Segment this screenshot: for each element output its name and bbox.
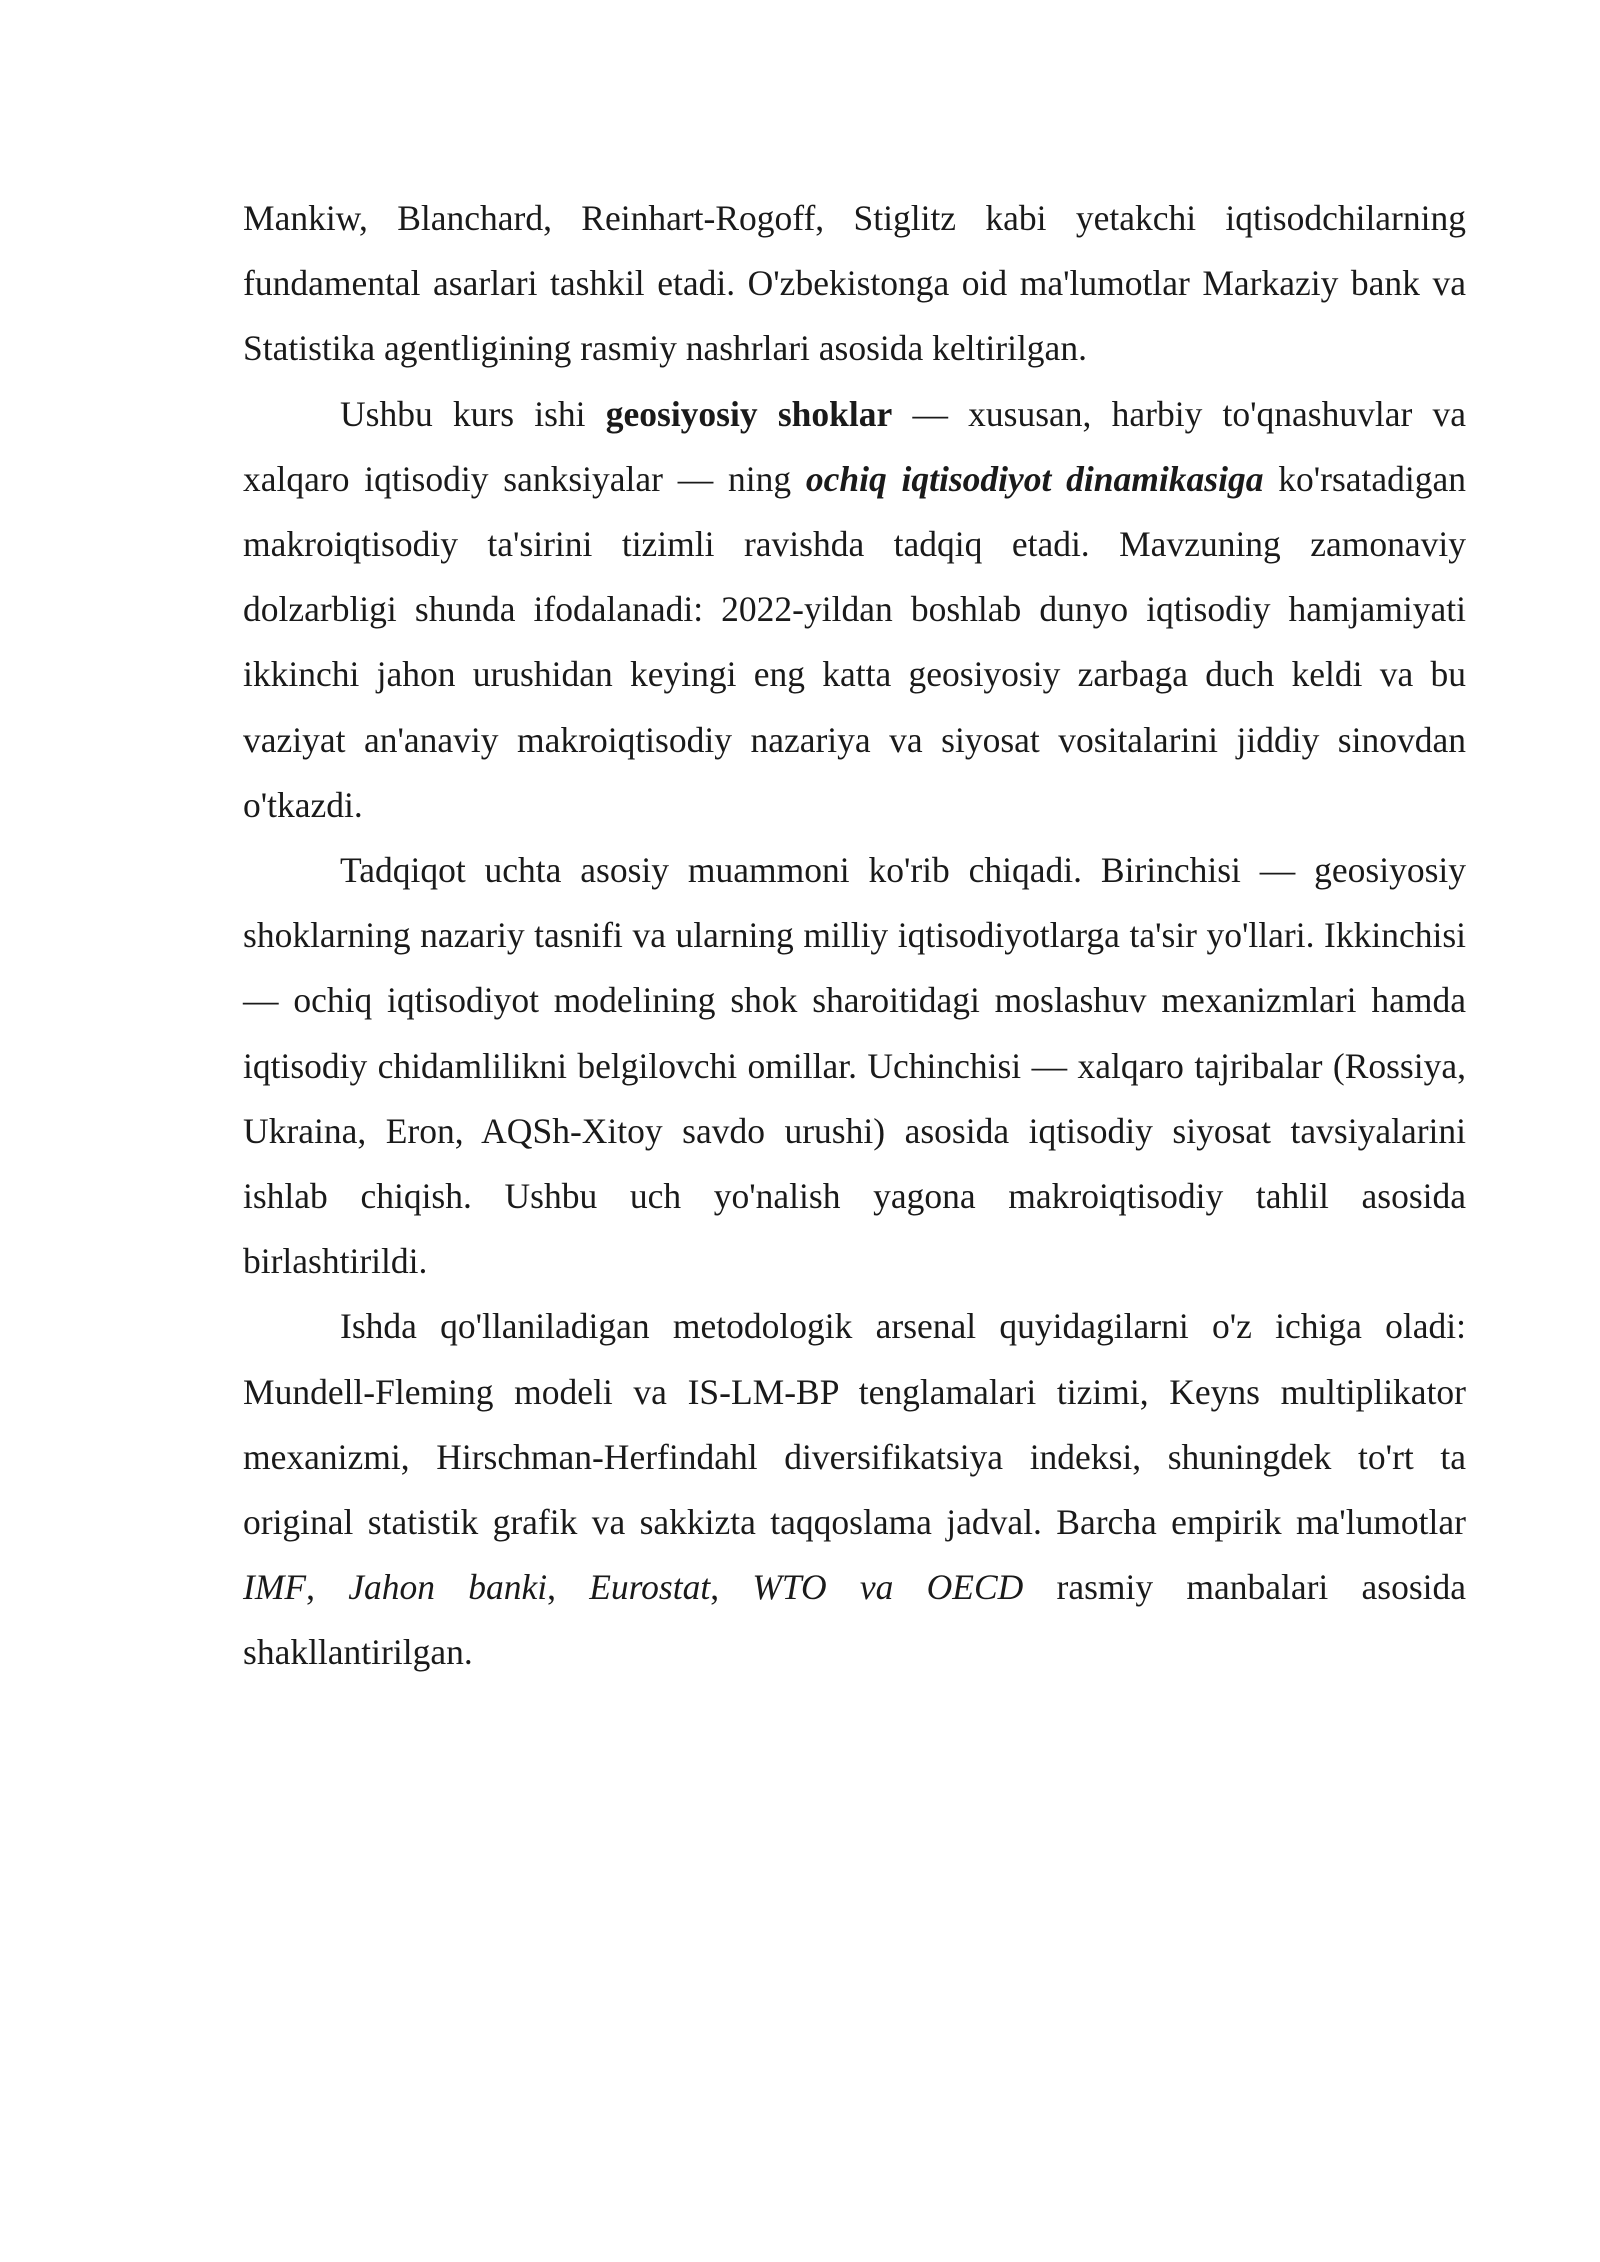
text-run: , [547, 1567, 590, 1608]
italic-source-eurostat: Eurostat [589, 1567, 711, 1608]
text-run: , [710, 1567, 753, 1608]
paragraph-3 [243, 838, 1466, 1294]
italic-source-jahon-banki: Jahon banki [348, 1567, 548, 1608]
paragraph-2 [243, 382, 1466, 838]
body-text [243, 186, 1466, 1686]
paragraph-1 [243, 186, 1466, 382]
text-run: , [306, 1567, 349, 1608]
text-run: rasmiy manbalari asosida shakllantirilgan. [243, 1567, 1467, 1673]
paragraph-4 [243, 1294, 1466, 1685]
bold-italic-term-ochiq-iqtisodiyot: ochiq iqtisodiyot dinamikasiga [805, 458, 1264, 499]
text-run: ko'rsatadigan makroiqtisodiy ta'sirini tizimli ravishda tadqiq etadi. Mavzuning zamonaviy dolzarbligi shunda ifodalanadi: 2022-yildan boshlab dunyo iqtisodiy hamjamiyati ikkinchi jahon urushidan keyingi eng katta geosiyosiy zarbaga duch keldi va bu vaziyat an'anaviy makroiqtisodiy nazariya va siyosat vositalarini jiddiy sinovdan o'tkazdi. [243, 458, 1467, 825]
text-run: — xususan, harbiy to'qnashuvlar va xalqaro iqtisodiy sanksiyalar — ning [243, 393, 1466, 499]
italic-source-imf: IMF [243, 1567, 307, 1608]
text-run: Ishda qo'llaniladigan metodologik arsenal quyidagilarni o'z ichiga oladi: Mundell-Fleming modeli va IS-LM-BP tenglamalari tizimi, Keyns multiplikator mexanizmi, Hirschman-Herfindahl diversifikatsiya indeksi, shuningdek to'rt ta original statistik grafik va sakkizta taqqoslama jadval. Barcha empirik ma'lumotlar [243, 1306, 1466, 1543]
text-run: Ushbu kurs ishi [340, 393, 606, 434]
text-run: Mankiw, Blanchard, Reinhart-Rogoff, Stiglitz kabi yetakchi iqtisodchilarning fundamental asarlari tashkil etadi. O'zbekistonga oid ma'lumotlar Markaziy bank va Statistika agentligining rasmiy nashrlari asosida keltirilgan. [243, 198, 1466, 369]
text-run: Tadqiqot uchta asosiy muammoni ko'rib chiqadi. Birinchisi — geosiyosiy shoklarning nazariy tasnifi va ularning milliy iqtisodiyotlarga ta'sir yo'llari. Ikkinchisi — ochiq iqtisodiyot modelining shok sharoitidagi moslashuv mexanizmlari hamda iqtisodiy chidamlilikni belgilovchi omillar. Uchinchisi — xalqaro tajribalar (Rossiya, Ukraina, Eron, AQSh-Xitoy savdo urushi) asosida iqtisodiy siyosat tavsiyalarini ishlab chiqish. Ushbu uch yo'nalish yagona makroiqtisodiy tahlil asosida birlashtirildi. [243, 850, 1466, 1282]
italic-source-wto-oecd: WTO va OECD [752, 1567, 1024, 1608]
bold-term-geosiyosiy-shoklar: geosiyosiy shoklar [605, 393, 893, 434]
